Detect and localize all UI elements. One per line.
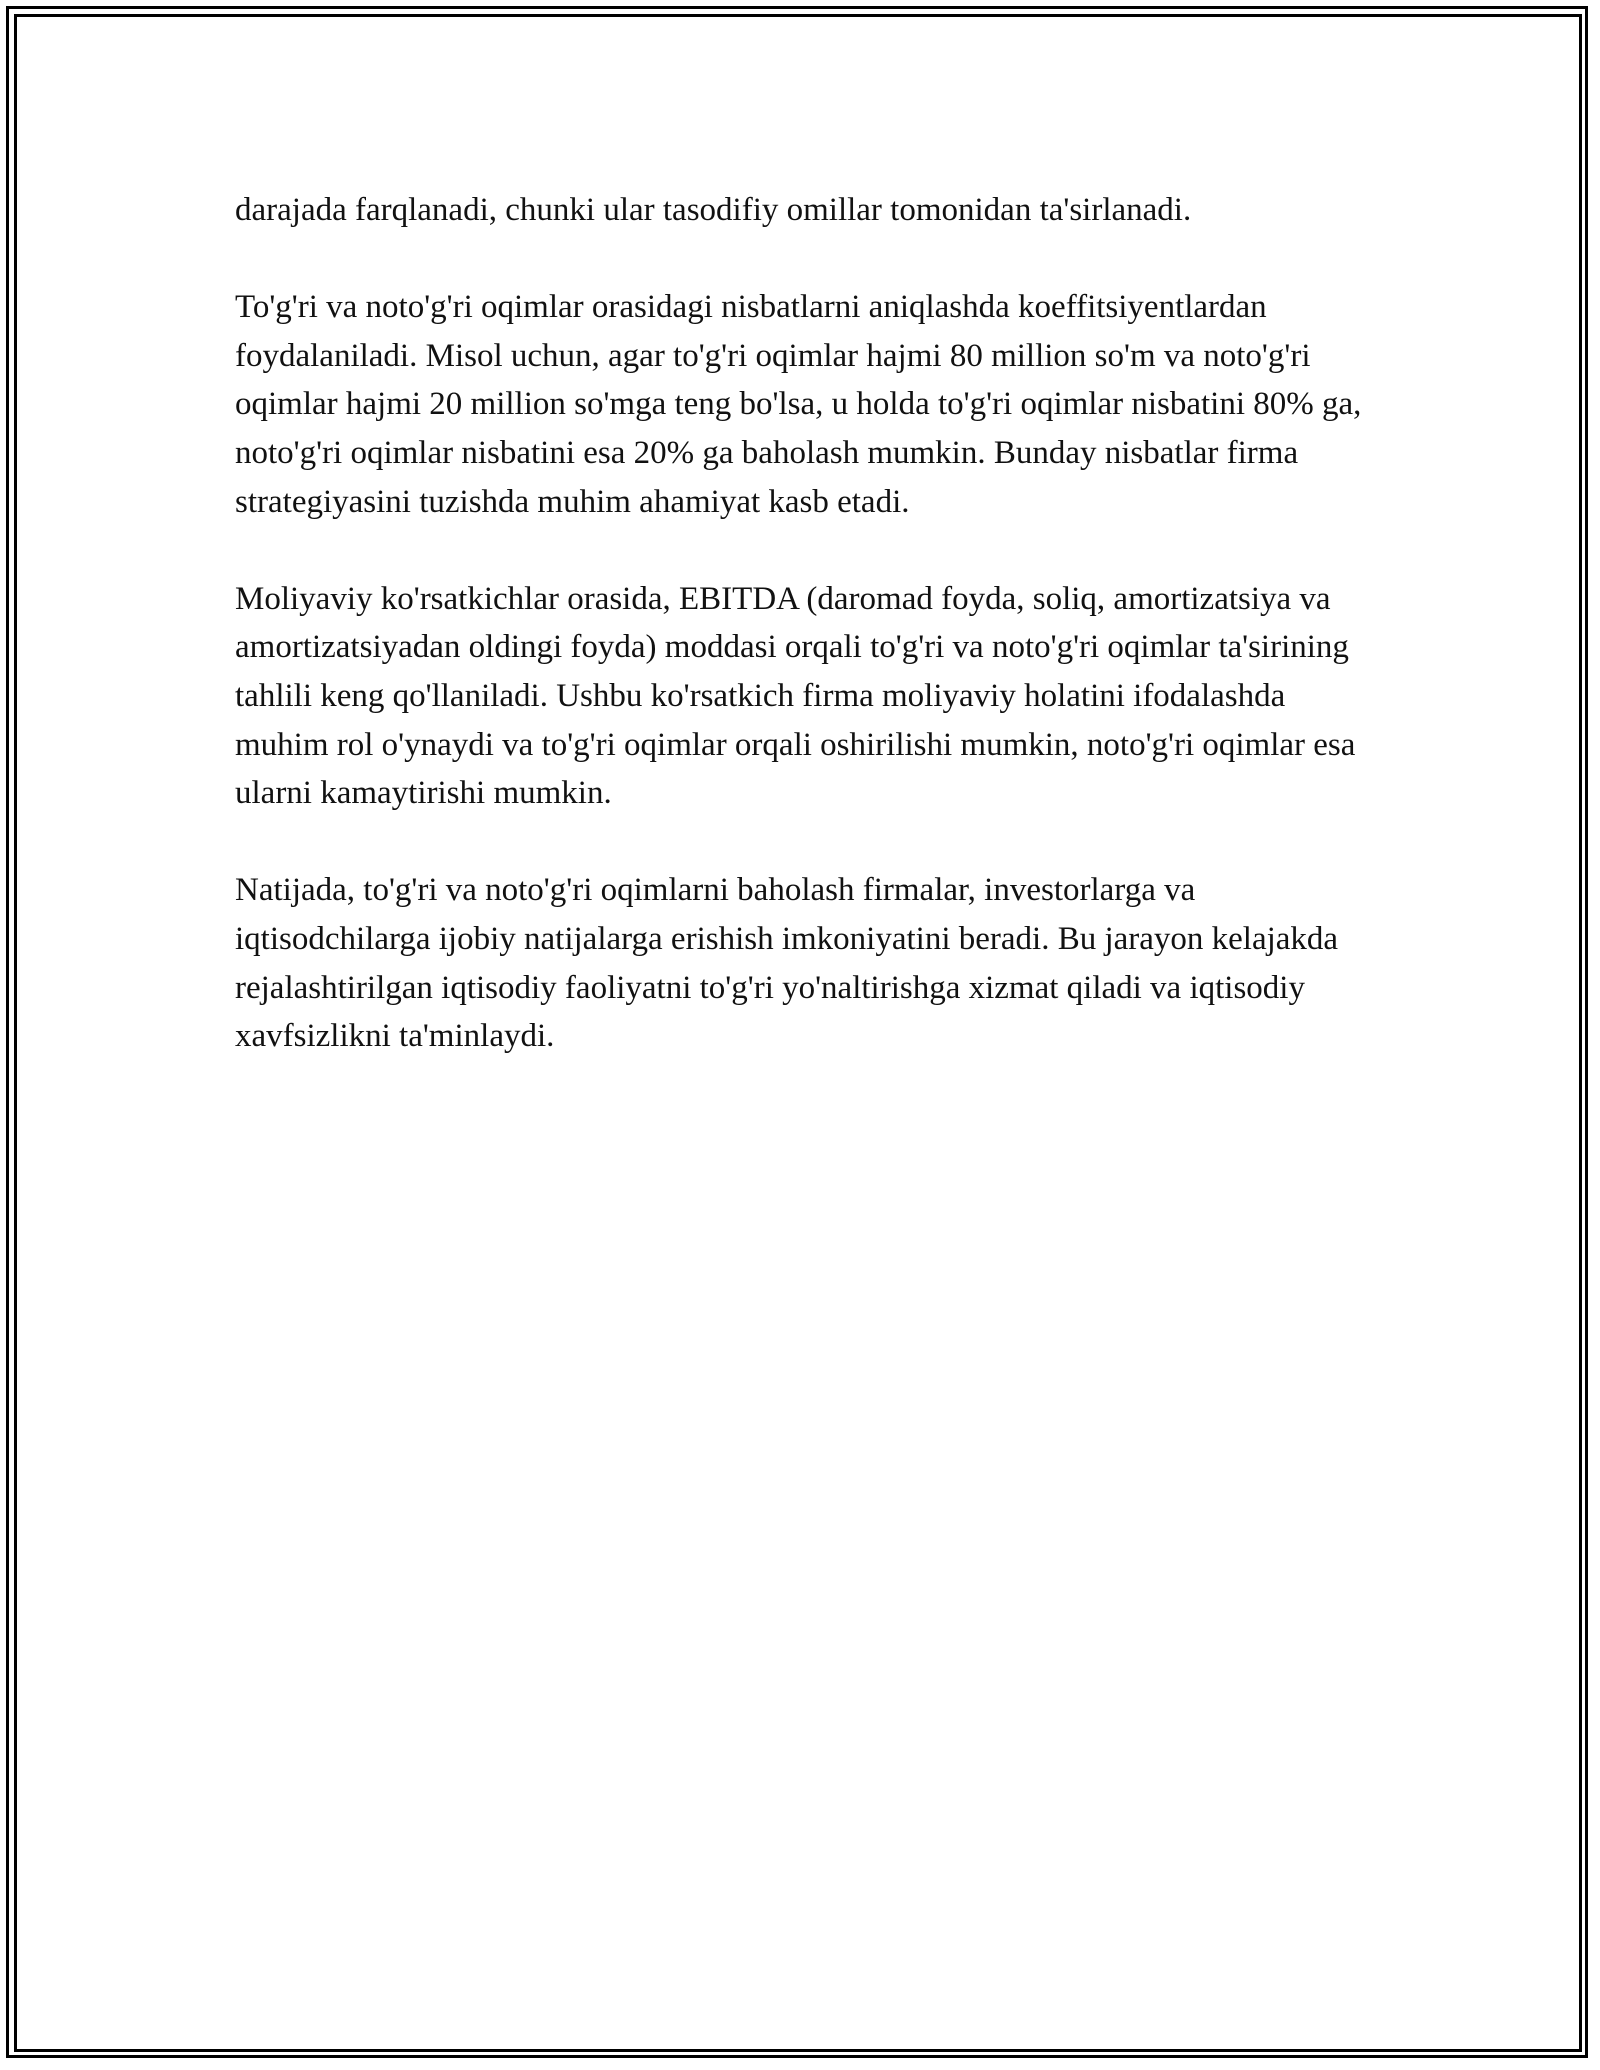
- paragraph-conclusion: Natijada, to'g'ri va noto'g'ri oqimlarni baholash firmalar, investorlarga va iqtisodchilarga ijobiy natijalarga erishish imkoniyatini beradi. Bu jarayon kelajakda rejalashtirilgan iqtisodiy faoliyatni to'g'ri yo'naltirishga xizmat qiladi va iqtisodiy xavfsizlikni ta'minlaydi.: [235, 872, 1339, 1055]
- document-body: [235, 186, 1375, 1061]
- paragraph-ebitda: Moliyaviy ko'rsatkichlar orasida, EBITDA (daromad foyda, soliq, amortizatsiya va amortizatsiyadan oldingi foyda) moddasi orqali to'g'ri va noto'g'ri oqimlar ta'sirining tahlili keng qo'llaniladi. Ushbu ko'rsatkich firma moliyaviy holatini ifodalashda muhim rol o'ynaydi va to'g'ri oqimlar orqali oshirilishi mumkin, noto'g'ri oqimlar esa ularni kamaytirishi mumkin.: [235, 580, 1356, 812]
- paragraph-ratios: To'g'ri va noto'g'ri oqimlar orasidagi nisbatlarni aniqlashda koeffitsiyentlardan foydalaniladi. Misol uchun, agar to'g'ri oqimlar hajmi 80 million so'm va noto'g'ri oqimlar hajmi 20 million so'mga teng bo'lsa, u holda to'g'ri oqimlar nisbatini 80% ga, noto'g'ri oqimlar nisbatini esa 20% ga baholash mumkin. Bunday nisbatlar firma strategiyasini tuzishda muhim ahamiyat kasb etadi.: [235, 289, 1362, 520]
- paragraph-continuation: darajada farqlanadi, chunki ular tasodifiy omillar tomonidan ta'sirlanadi.: [235, 192, 1192, 228]
